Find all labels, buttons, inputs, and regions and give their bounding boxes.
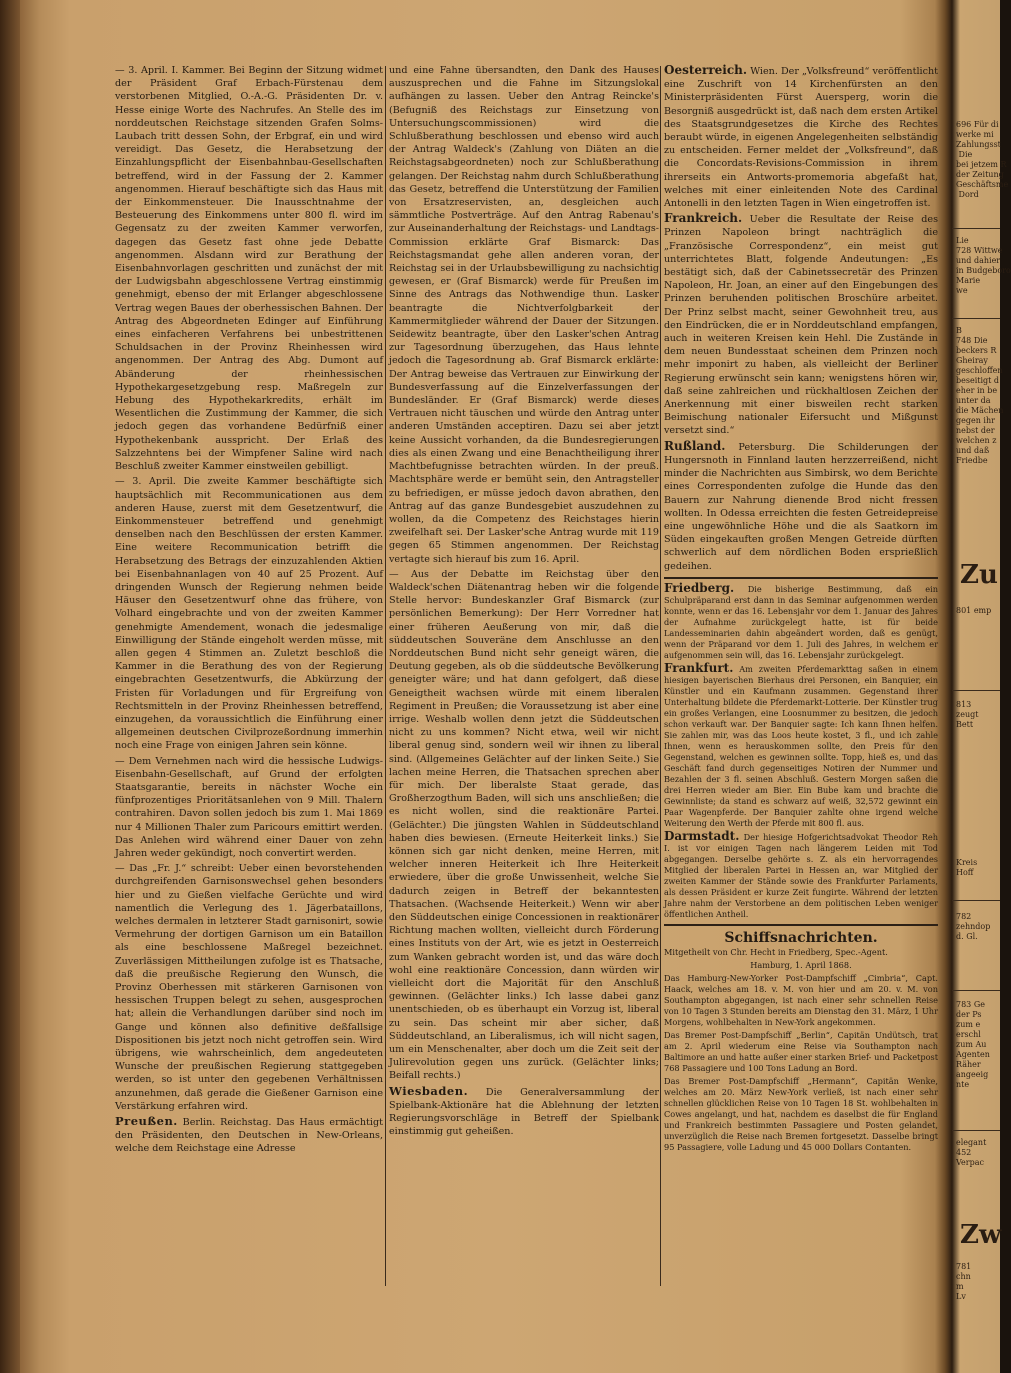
article-paragraph xyxy=(389,1085,659,1139)
adjacent-rule xyxy=(952,1130,1000,1131)
column-2 xyxy=(389,64,659,1140)
adjacent-fragment: 813 zeugt Bett xyxy=(956,700,979,729)
ship-news xyxy=(664,947,938,1153)
article-text: Berlin. Reichstag. Das Haus ermächtigt den Präsidenten, den Deutschen in New-Orleans, welche dem Reichstage eine Adresse xyxy=(115,1117,383,1155)
article-paragraph xyxy=(115,1115,383,1156)
adjacent-fragment: Lie 728 Wittwe und dahier in Budgeboro Marie we xyxy=(956,236,1011,295)
adjacent-rule xyxy=(952,900,1000,901)
adjacent-rule xyxy=(952,690,1000,691)
article-paragraph: — 3. April. Die zweite Kammer beschäftigte sich hauptsächlich mit Recommunicationen aus dem anderen Hause, zuerst mit dem Gesetzentwurf, die Einkommensteuer betreffend und genehmigt denselben nach den Beschlüssen der ersten Kammer. Eine weitere Recommunication betrifft die Herabsetzung des Betrags der einzuzahlenden Aktien bei Eisenbahnanlagen von 40 auf 25 Prozent. Auf dringenden Wunsch der Regierung nehmen beide Häuser den Gesetzentwurf ohne das frühere, von Volhard eingebrachte und von der zweiten Kammer genehmigte Amendement, wonach die jedesmalige Einwilligung der Stände eingeholt werden müsse, mit allen gegen 4 Stimmen an. Zuletzt beschloß die Kammer in die Berathung des von der Regierung eingebrachten Gesetzentwurfs, die Abkürzung der Fristen für Vorladungen und für Ergreifung von Rechtsmitteln in der Provinz Rheinhessen betreffend, einzugehen, da voraussichtlich die Einführung einer allgemeinen deutschen Civilprozeßordnung immerhin noch eine Frage von einigen Jahren sein könne. xyxy=(115,476,383,752)
local-heading: Darmstadt. xyxy=(664,828,740,843)
adjacent-fragment: Kreis Hoff xyxy=(956,858,978,877)
local-heading: Frankfurt. xyxy=(664,660,734,675)
adjacent-fragment: 801 emp xyxy=(956,606,992,615)
article-text: Petersburg. Die Schilderungen der Hungersnoth in Finnland lauten herzzerreißend, nicht minder die Nachrichten aus Simbirsk, wo dem Berichte eines Correspondenten zufolge die Hunde das den Bauern zur Nahrung dienende Brod nicht fressen wollten. In Odessa erreichten die festen Getreidepreise eine ungewöhnliche Höhe und die als Saatkorn im Süden eingekauften großen Mengen Getreide dürften schwerlich auf dem nördlichen Boden ersprießlich gedeihen. xyxy=(664,441,938,572)
article-paragraph: und eine Fahne übersandten, den Dank des Hauses auszusprechen und die Fahne im Sitzungslokal aufhängen zu lassen. Ueber den Antrag Reincke's (Befugniß des Reichstags zur Einsetzung von Untersuchungscommissionen) wird die Schlußberathung beschlossen und ebenso wird auch der Antrag Waldeck's (Zahlung von Diäten an die Reichstagsabgeordneten) noch zur Schlußberathung gelangen. Der Reichstag nahm durch Schlußberathung das Gesetz, betreffend die Unterstützung der Familien von Ersatzreservisten, an, desgleichen auch sämmtliche Postverträge. Auf den Antrag Rabenau's zur Auseinanderhaltung der Reichstags- und Landtags-Commission erklärte Graf Bismarck: Das Reichstagsmandat gehe allen anderen voran, der Reichstag sei in der Urlaubsbewilligung zu nachsichtig gewesen, er (Graf Bismarck) werde für Preußen im Sinne des Antrags das Nothwendige thun. Lasker beantragte die Nichtverfolgbarkeit der Kammermitglieder während der Dauer der Sitzungen. Seidewitz beantragte, über den Lasker'schen Antrag zur Tagesordnung überzugehen, das Haus lehnte jedoch die Tagesordnung ab. Graf Bismarck erklärte: Der Antrag beweise das Vertrauen zur Einwirkung der Bundesverfassung auf die Einzelverfassungen der Bundesländer. Er (Graf Bismarck) werde dieses Vertrauen nicht täuschen und würde den Antrag unter anderen Umständen acceptiren. Dazu sei aber jetzt keine Aussicht vorhanden, da die Bundesregierungen dies als einen Zwang und eine Benachtheiligung ihrer Machtbefugnisse betrachten würden. In der preuß. Machtsphäre werde er bemüht sein, den Antragsteller zu befriedigen, er müsse jedoch davon abrathen, den Antrag auf das ganze Bundesgebiet auszudehnen zu wollen, da die Competenz des Reichstages hierin zweifelhaft sei. Der Lasker'sche Antrag wurde mit 119 gegen 65 Stimmen angenommen. Der Reichstag vertagte sich hierauf bis zum 16. April. xyxy=(389,65,659,565)
local-paragraph xyxy=(664,580,938,661)
adjacent-rule xyxy=(952,318,1000,319)
article-paragraph: — 3. April. I. Kammer. Bei Beginn der Sitzung widmet der Präsident Graf Erbach-Fürstenau dem verstorbenen Mitglied, O.-A.-G. Präsidenten Dr. v. Hesse einige Worte des Nachrufes. An Stelle des im norddeutschen Reichstage sitzenden Grafen Solms-Laubach tritt dessen Sohn, der Erbgraf, ein und wird vereidigt. Das Gesetz, die Herabsetzung der Einzahlungspflicht der Eisenbahnbau-Gesellschaften betreffend, wird in der Fassung der 2. Kammer angenommen. Hierauf beschäftigte sich das Haus mit der Einkommensteuer. Die Inausschtnahme der Besteuerung des Einkommens unter 800 fl. wird im Gegensatz zu der zweiten Kammer verworfen, dagegen das Gesetz fast ohne jede Debatte angenommen. Alsdann wird zur Berathung der Eisenbahnvorlagen geschritten und zunächst der mit der Ludwigsbahn abgeschlossene Vertrag einstimmig genehmigt, ebenso der mit Erlanger abgeschlossene Vertrag wegen Baues der oberhessischen Bahnen. Der Antrag des Abgeordneten Edinger auf Einführung eines einfacheren Verfahrens bei unbestrittenen Schuldsachen in der Provinz Rheinhessen wird angenommen. Der Antrag des Abg. Dumont auf Abänderung der rheinhessischen Hypothekargesetzgebung resp. Maßregeln zur Hebung des Hypothekarkredits, erhält im Wesentlichen die Zustimmung der Kammer, die sich jedoch gegen das vorhandene Bedürfniß einer Hypothekenbank ausspricht. Der Erlaß des Salzzehntens bei der Wimpfener Saline wird nach Beschluß zweiter Kammer einstweilen gebilligt. xyxy=(115,65,383,473)
adjacent-headline: Zw xyxy=(960,1220,1002,1250)
adjacent-fragment: elegant 452 Verpac xyxy=(956,1138,987,1167)
page-binding-shadow xyxy=(0,0,20,1373)
adjacent-fragment: 696 Für di werke mi Zahlungsst Die bei jetzem R der Zeitung Geschäftsme Dord xyxy=(956,120,1009,199)
local-text: Der hiesige Hofgerichtsadvokat Theodor Reh I. ist vor einigen Tagen nach längerem Leiden mit Tod abgegangen. Derselbe gehörte s. Z. als ein hervorragendes Mitglied der liberalen Partei in Hessen an, war Mitglied der zweiten Kammer der Stände sowie des Frankfurter Parlaments, als dessen Präsident er kurze Zeit fungirte. Während der letzten Jahre nahm der Verstorbene an dem politischen Leben weniger öffentlichen Antheil. xyxy=(664,831,938,919)
section-divider xyxy=(664,577,938,579)
adjacent-rule xyxy=(952,228,1000,229)
ship-item: Das Hamburg-New-Yorker Post-Dampfschiff „Cimbria“, Capt. Haack, welches am 18. v. M. von hier und am 20. v. M. von Southampton abgegangen, ist nach einer sehr schnellen Reise von 10 Tagen 3 Stunden bereits am Dienstag den 31. März, 1 Uhr Morgens, wohlbehalten in New-York angekommen. xyxy=(664,972,938,1027)
local-text: Die bisherige Bestimmung, daß ein Schulpräparand erst dann in das Seminar aufgenommen werden konnte, wenn er das 16. Lebensjahr vor dem 1. Januar des Jahres der Aufnahme zurückgelegt hatte, ist für beide Landesseminarien dahin abgeändert worden, daß es genügt, wenn der Präparand vor dem 1. Juli des Jahres, in welchem er aufgenommen sein will, das 16. Lebensjahr zurückgelegt. xyxy=(664,583,938,660)
ship-news-title: Schiffsnachrichten. xyxy=(724,929,878,946)
article-paragraph: — Das „Fr. J.“ schreibt: Ueber einen bevorstehenden durchgreifenden Garnisonswechsel gehen besonders hier und zu Gießen vielfache Gerüchte und wird namentlich die Verlegung des 1. Jägerbataillons, welches dermalen in letzterer Stadt garnisonirt, sowie Vermehrung der dortigen Garnison um ein Bataillon als eine beschlossene Maßregel bezeichnet. Zuverlässigen Mittheilungen zufolge ist es Thatsache, daß die preußische Regierung den Wunsch, die Provinz Oberhessen mit stärkeren Garnisonen von hessischen Truppen belegt zu sehen, ausgesprochen hat; allein die Verhandlungen darüber sind noch im Gange und können also definitive deßfallsige Dispositionen bis jetzt noch nicht getroffen sein. Wird übrigens, wie wahrscheinlich, dem angedeuteten Wunsche der preußischen Regierung stattgegeben werden, so ist unter den gegebenen Verhältnissen anzunehmen, daß gerade die Gießener Garnison eine Verstärkung erfahren wird. xyxy=(115,863,383,1112)
ship-agent-line: Mitgetheilt von Chr. Hecht in Friedberg, Spec.-Agent. xyxy=(664,946,888,957)
ship-item: Das Bremer Post-Dampfschiff „Hermann“, Capitän Wenke, welches am 20. März New-York verließ, ist nach einer sehr schnellen glücklichen Reise von 10 Tagen 18 St. wohlbehalten in Cowes angelangt, und hat, nachdem es daselbst die für England und Frankreich bestimmten Passagiere und Posten gelandet, unverzüglich die Reise nach Bremen fortgesetzt. Dasselbe bringt 95 Passagiere, volle Ladung und 45 000 Dollars Contanten. xyxy=(664,1075,938,1152)
article-paragraph: — Aus der Debatte im Reichstag über den Waldeck'schen Diätenantrag heben wir die folgende Stelle hervor: Bundeskanzler Graf Bismarck (zur persönlichen Bemerkung): Der Herr Vorredner hat einer früheren Aeußerung von mir, daß die süddeutschen Souveräne dem Anschlusse an den Norddeutschen Bund nicht sehr geneigt wären, die Deutung gegeben, als ob die süddeutsche Bevölkerung geneigter wäre; und hat dann gefolgert, daß diese Geneigtheit wachsen würde mit einem liberalen Regiment in Preußen; die Voraussetzung ist aber eine irrige. Weshalb wollen denn jetzt die Süddeutschen nicht zu uns kommen? Nicht etwa, weil wir nicht liberal genug sind, sondern weil wir ihnen zu liberal sind. (Allgemeines Gelächter auf der linken Seite.) Sie lachen meine Herren, die Thatsachen sprechen aber für mich. Der liberalste Staat gerade, das Großherzogthum Baden, will sich uns anschließen; die es nicht wollen, sind die reaktionäre Partei. (Gelächter.) Die jüngsten Wahlen in Süddeutschland haben dies bewiesen. (Erneute Heiterkeit links.) Sie können sich gar nicht denken, meine Herren, mit welcher inneren Heiterkeit ich Ihre Heiterkeit erwiedere, über die große Unwissenheit, welche Sie dadurch zeigen in Betreff der bekanntesten Thatsachen. (Wachsende Heiterkeit.) Wenn wir aber den Süddeutschen einige Concessionen in reaktionärer Richtung machen wollten, vielleicht durch Förderung eines Instituts von der Art, wie es jetzt in Oesterreich zum Wanken gebracht worden ist, und das wäre doch wohl eine reaktionäre Concession, dann würden wir vielleicht dort die Majorität für den Anschluß gewinnen. (Gelächter links.) Ich lasse dabei ganz unentschieden, ob es überhaupt ein Vorzug ist, liberal zu sein. Das scheint mir aber sicher, daß Süddeutschland, an Liberalismus, ich will nicht sagen, um ein Menschenalter, aber doch um die Zeit seit der Julirevolution gegen uns zurück. (Gelächter links; Beifall rechts.) xyxy=(389,568,659,1082)
adjacent-headline: Zu xyxy=(960,560,998,590)
adjacent-fragment: 781 chn m Lv xyxy=(956,1262,972,1301)
local-paragraph xyxy=(664,828,938,920)
section-divider xyxy=(664,924,938,926)
article-text: Die Generalversammlung der Spielbank-Aktionäre hat die Ablehnung der letzten Regierungsvorschläge in Betreff der Spielbank einstimmig gut geheißen. xyxy=(389,1086,659,1138)
article-paragraph xyxy=(664,212,938,437)
local-heading: Friedberg. xyxy=(664,580,735,595)
column-1 xyxy=(115,64,383,1158)
adjacent-fragment: B 748 Die beckers R Gheiray geschloffen beseitigt d eher in be unter da die Mächen gegen ihr nebst der welchen z und daß Friedbe xyxy=(956,326,1004,465)
adjacent-fragment: 783 Ge der Ps zum e erschl zum Au Agenten Räher angeeig nte xyxy=(956,1000,990,1089)
article-paragraph xyxy=(664,440,938,573)
column-3 xyxy=(664,64,938,1155)
section-heading: Frankreich. xyxy=(664,211,743,226)
column-rule xyxy=(385,66,386,1286)
adjacent-page-strip xyxy=(952,0,1011,1373)
ship-item: Das Bremer Post-Dampfschiff „Berlin“, Capitän Undütsch, trat am 2. April wiederum eine Reise via Southampton nach Baltimore an und hatte außer einer starken Brief- und Packetpost 768 Passagiere und 100 Tons Ladung an Bord. xyxy=(664,1029,938,1073)
section-heading: Oesterreich. xyxy=(664,63,748,77)
section-heading: Rußland. xyxy=(664,438,726,453)
article-paragraph: — Dem Vernehmen nach wird die hessische Ludwigs-Eisenbahn-Gesellschaft, auf Grund der erfolgten Staatsgarantie, bereits in nächster Woche ein fünfprozentiges Prioritätsanlehen von 9 Mill. Thalern contrahiren. Davon sollen jedoch bis zum 1. Mai 1869 nur 4 Millionen Thaler zum Paricours emittirt werden. Das Anlehen wird während einer Dauer von zehn Jahren weder gekündigt, noch convertirt werden. xyxy=(115,755,383,859)
local-paragraph xyxy=(664,660,938,829)
article-text: Wien. Der „Volksfreund“ veröffentlicht eine Zuschrift von 14 Kirchenfürsten an den Ministerpräsidenten Fürst Auersperg, worin die Besorgniß ausgedrückt ist, daß nach dem ersten Artikel des Staatsgrundgesetzes die Kirche des Rechtes beraubt würde, in eigenen Angelegenheiten selbständig zu entscheiden. Ferner meldet der „Volksfreund“, daß die Concordats-Revisions-Commission in ihrem ihrerseits ein Antworts-promemoria abgefaßt hat, welches mit einer einleitenden Note des Cardinal Antonelli in den letzten Tagen in Wien eingetroffen ist. xyxy=(664,66,938,210)
adjacent-fragment: 782 zehndop d. Gl. xyxy=(956,912,991,941)
column-rule xyxy=(660,66,661,1286)
article-text: Ueber die Resultate der Reise des Prinzen Napoleon bringt nachträglich die „Französische Correspondenz“, ein meist gut unterrichtetes Blatt, folgende Andeutungen: „Es bestätigt sich, daß der Cabinetssecretär des Prinzen Napoleon, Hr. Joan, an einer auf den Eingebungen des Prinzen beruhenden politischen Broschüre arbeitet. Der Prinz selbst macht, seiner Gewohnheit treu, aus den Eindrücken, die er in Norddeutschland empfangen, auch in weiteren Kreisen kein Hehl. Die Zustände in dem neuen Bundesstaat scheinen dem Prinzen noch mehr imponirt zu haben, als vielleicht der Berliner Regierung erwünscht sein kann; wenigstens hören wir, daß seine zahlreichen und rückhaltlosen Zeichen der Anerkennung mit einer bisweilen recht starken Beimischung nationaler Eifersucht und Mißgunst versetzt sind.“ xyxy=(664,214,938,437)
section-heading: Wiesbaden. xyxy=(389,1083,469,1098)
ship-dateline: Hamburg, 1. April 1868. xyxy=(750,959,852,970)
section-heading: Preußen. xyxy=(115,1114,178,1129)
article-paragraph xyxy=(664,64,938,210)
adjacent-rule xyxy=(952,990,1000,991)
local-text: Am zweiten Pferdemarkttag saßen in einem hiesigen bayerischen Bierhaus drei Personen, ein Banquier, ein Künstler und ein Kaufmann zusammen. Gegenstand ihrer Unterhaltung bildete die Pferdemarkt-Lotterie. Der Künstler trug ein großes Verlangen, eine Loosnummer zu besitzen, die jedoch schon verkauft war. Der Banquier sagte: Ich kann Ihnen helfen. Sie zahlen mir, was das Loos heute kostet, 3 fl., und ich zahle Ihnen, wenn es herauskommen sollte, den Preis für den Gegenstand, welchen es gewinnen sollte. Topp, hieß es, und das Geschäft fand durch gegenseitiges Notiren der Nummer und Bezahlen der 3 fl. seinen Abschluß. Gestern Morgen saßen die drei Herren wieder am Bier. Ein Bube kam und brachte die Gewinnliste; da stand es schwarz auf weiß, 32,572 gewinnt ein Paar Wagenpferde. Der Banquier zahlte ohne irgend welche Weiterung den Werth der Pferde mit 800 fl. aus. xyxy=(664,663,938,828)
local-news xyxy=(664,580,938,920)
